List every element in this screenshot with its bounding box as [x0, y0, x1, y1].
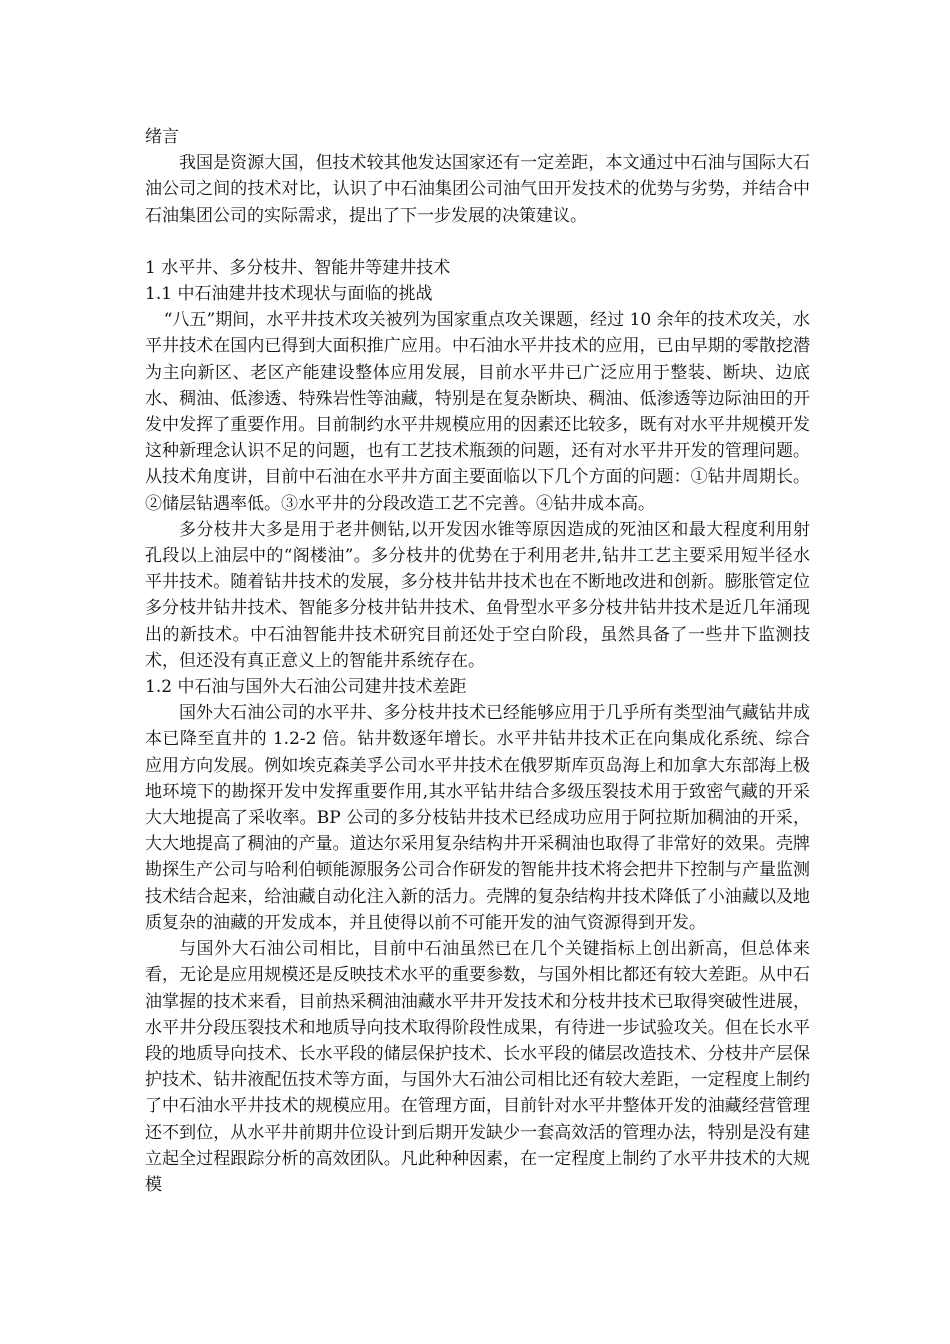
section-1-1-paragraph-2: 多分枝井大多是用于老井侧钻,以开发因水锥等原因造成的死油区和最大程度利用射孔段以上油层中的“阁楼油”。多分枝井的优势在于利用老井,钻井工艺主要采用短半径水平井技术。随着钻井技术的发展，多分枝井钻井技术也在不断地改进和创新。膨胀管定位多分枝井钻井技术、智能多分枝井钻井技术、鱼骨型水平多分枝井钻井技术是近几年涌现出的新技术。中石油智能井技术研究目前还处于空白阶段，虽然具备了一些井下监测技术，但还没有真正意义上的智能井系统存在。	[145, 519, 810, 671]
section-1-2-paragraph-2: 与国外大石油公司相比，目前中石油虽然已在几个关键指标上创出新高，但总体来看，无论是应用规模还是反映技术水平的重要参数，与国外相比都还有较大差距。从中石油掌握的技术来看，目前热采稠油油藏水平井开发技术和分枝井技术已取得突破性进展，水平井分段压裂技术和地质导向技术取得阶段性成果，有待进一步试验攻关。但在长水平段的地质导向技术、长水平段的储层保护技术、长水平段的储层改造技术、分枝井产层保护技术、钻井液配伍技术等方面，与国外大石油公司相比还有较大差距，一定程度上制约了中石油水平井技术的规模应用。在管理方面，目前针对水平井整体开发的油藏经营管理还不到位，从水平井前期井位设计到后期开发缺少一套高效活的管理办法，特别是没有建立起全过程跟踪分析的高效团队。凡此种种因素，在一定程度上制约了水平井技术的大规模	[145, 939, 810, 1195]
intro-title: 绪言	[145, 127, 179, 147]
blank-line	[145, 229, 810, 255]
section-1-2-heading: 1.2 中石油与国外大石油公司建井技术差距	[145, 677, 467, 698]
section-1-heading: 1 水平井、多分枝井、智能井等建井技术	[145, 257, 451, 278]
section-1-1-paragraph-1: “八五”期间，水平井技术攻关被列为国家重点攻关课题，经过 10 余年的技术攻关，水平井技术在国内已得到大面积推广应用。中石油水平井技术的应用，已由早期的零散挖潜为主向新区、老区产能建设整体应用发展，目前水平井已广泛应用于整装、断块、边底水、稠油、低渗透、特殊岩性等油藏，特别是在复杂断块、稠油、低渗透等边际油田的开发中发挥了重要作用。目前制约水平井规模应用的因素还比较多，既有对水平井规模开发这种新理念认识不足的问题，也有工艺技术瓶颈的问题，还有对水平井开发的管理问题。从技术角度讲，目前中石油在水平井方面主要面临以下几个方面的问题：①钻井周期长。②储层钻遇率低。③水平井的分段改造工艺不完善。④钻井成本高。	[145, 310, 810, 514]
intro-paragraph: 我国是资源大国，但技术较其他发达国家还有一定差距，本文通过中石油与国际大石油公司之间的技术对比，认识了中石油集团公司油气田开发技术的优势与劣势，并结合中石油集团公司的实际需求，提出了下一步发展的决策建议。	[145, 153, 810, 226]
document-page	[145, 124, 810, 1198]
section-1-2-paragraph-1: 国外大石油公司的水平井、多分枝井技术已经能够应用于几乎所有类型油气藏钻井成本已降至直井的 1.2-2 倍。钻井数逐年增长。水平井钻井技术正在向集成化系统、综合应用方向发展。例如埃克森美孚公司水平井技术在俄罗斯库页岛海上和加拿大东部海上极地环境下的勘探开发中发挥重要作用,其水平钻井结合多级压裂技术用于致密气藏的开采大大地提高了采收率。BP 公司的多分枝钻井技术已经成功应用于阿拉斯加稠油的开采，大大地提高了稠油的产量。道达尔采用复杂结构井开采稠油也取得了非常好的效果。壳牌勘探生产公司与哈利伯顿能源服务公司合作研发的智能井技术将会把井下控制与产量监测技术结合起来，给油藏自动化注入新的活力。壳牌的复杂结构井技术降低了小油藏以及地质复杂的油藏的开发成本，并且使得以前不可能开发的油气资源得到开发。	[145, 703, 810, 933]
section-1-1-heading: 1.1 中石油建井技术现状与面临的挑战	[145, 284, 433, 305]
